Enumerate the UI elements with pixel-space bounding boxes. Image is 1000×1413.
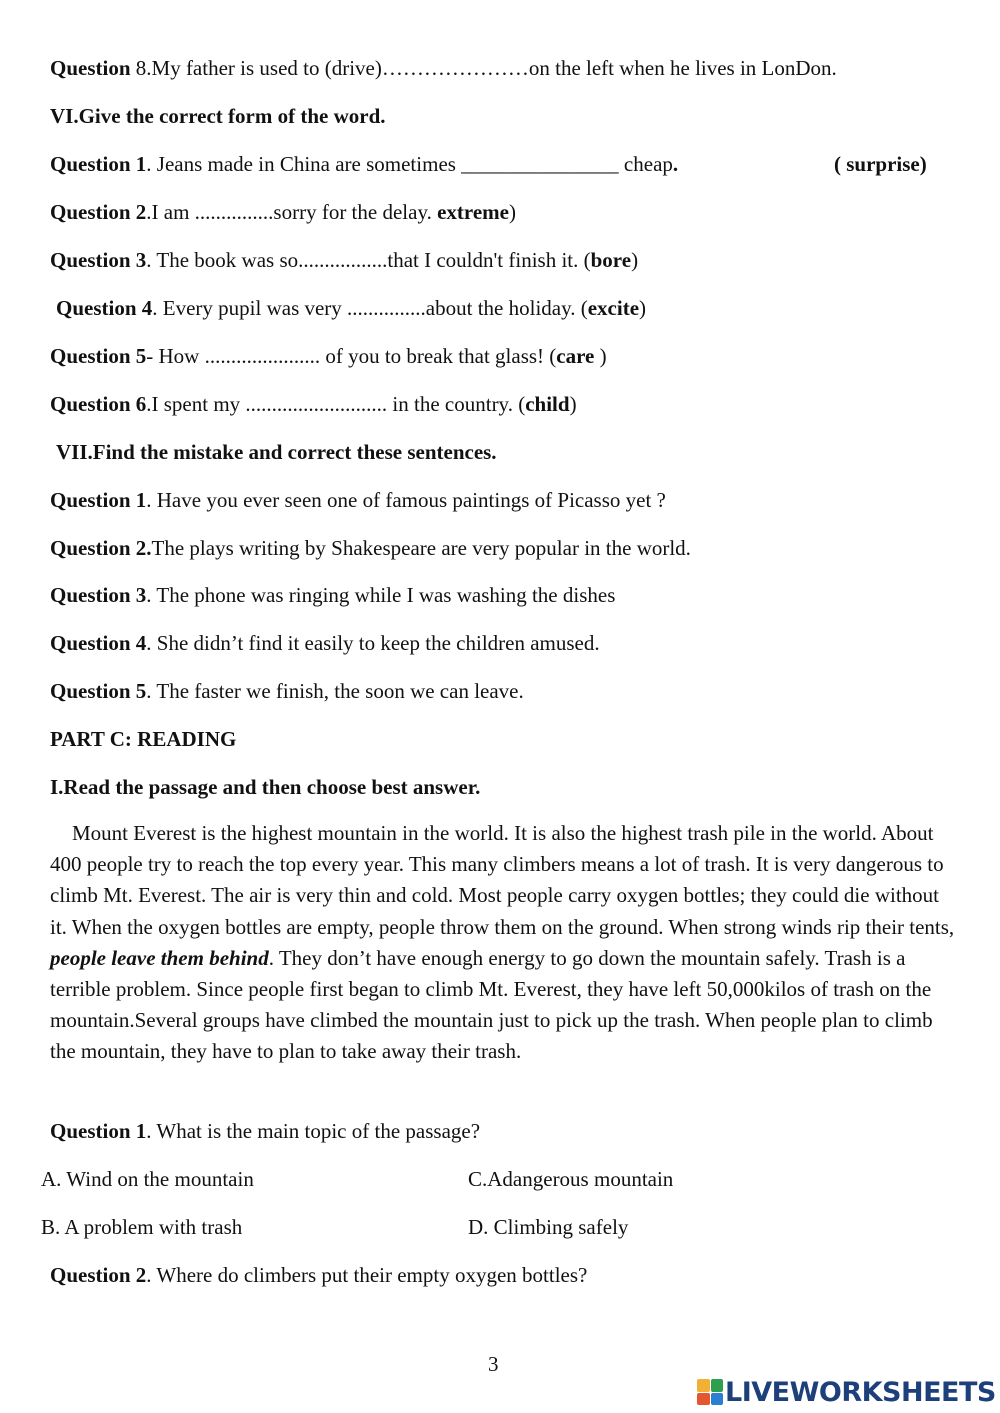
liveworksheets-logo-icon bbox=[697, 1379, 723, 1405]
section-6-question-1 bbox=[50, 151, 678, 177]
section-7-question-2 bbox=[50, 535, 691, 561]
word-hint: ( surprise) bbox=[834, 152, 927, 176]
reading-question-1 bbox=[50, 1118, 480, 1144]
question-label: Question 5 bbox=[50, 679, 147, 703]
reading-1-title bbox=[50, 774, 480, 800]
question-8-line bbox=[50, 55, 837, 81]
question-text: .I spent my ........................... in the country. ( bbox=[146, 392, 526, 416]
question-label: Question 2 bbox=[50, 1263, 147, 1287]
question-label: Question 3 bbox=[50, 583, 147, 607]
question-text: . The phone was ringing while I was washing the dishes bbox=[146, 583, 616, 607]
question-text: . Every pupil was very ...............about the holiday. ( bbox=[152, 296, 588, 320]
option-text: B. A problem with trash bbox=[41, 1215, 243, 1239]
question-label: Question 2 bbox=[50, 200, 147, 224]
question-label: Question bbox=[50, 56, 131, 80]
section-7-title bbox=[56, 439, 497, 465]
reading-passage bbox=[50, 818, 960, 1068]
option-text: A. Wind on the mountain bbox=[41, 1167, 254, 1191]
answer-option-d[interactable] bbox=[468, 1214, 628, 1240]
question-label: Question 3 bbox=[50, 248, 147, 272]
section-6-question-2 bbox=[50, 199, 516, 225]
word-hint: bore bbox=[590, 248, 632, 272]
question-text: - How ...................... of you to break that glass! ( bbox=[146, 344, 557, 368]
hint-close: ) bbox=[631, 248, 639, 272]
section-title-text: I.Read the passage and then choose best answer. bbox=[50, 775, 481, 799]
section-6-question-1-hint bbox=[834, 151, 927, 177]
question-label: Question 1 bbox=[50, 488, 147, 512]
section-7-question-1 bbox=[50, 487, 666, 513]
question-label: Question 6 bbox=[50, 392, 147, 416]
part-title-text: PART C: READING bbox=[50, 727, 237, 751]
section-7-question-5 bbox=[50, 678, 524, 704]
option-text: C.Adangerous mountain bbox=[468, 1167, 674, 1191]
question-label: Question 2. bbox=[50, 536, 152, 560]
section-7-question-3 bbox=[50, 582, 615, 608]
question-label: Question 5 bbox=[50, 344, 147, 368]
answer-option-c[interactable] bbox=[468, 1166, 673, 1192]
section-6-title bbox=[50, 103, 386, 129]
question-text: . She didn’t find it easily to keep the children amused. bbox=[146, 631, 600, 655]
hint-close: ) bbox=[508, 200, 516, 224]
answer-option-a[interactable] bbox=[41, 1166, 254, 1192]
question-text: .I am ...............sorry for the delay. bbox=[146, 200, 438, 224]
section-6-question-3 bbox=[50, 247, 638, 273]
section-title-text: VI.Give the correct form of the word. bbox=[50, 104, 386, 128]
liveworksheets-logo bbox=[697, 1377, 996, 1407]
page-number: 3 bbox=[488, 1352, 499, 1376]
section-6-question-5 bbox=[50, 343, 607, 369]
question-label: Question 4 bbox=[50, 631, 147, 655]
question-text: 8.My father is used to (drive)…………………on the left when he lives in LonDon. bbox=[130, 56, 837, 80]
question-end-dot: . bbox=[672, 152, 679, 176]
question-text: . The book was so.................that I couldn't finish it. ( bbox=[146, 248, 591, 272]
section-6-question-4 bbox=[56, 295, 646, 321]
reading-question-2 bbox=[50, 1262, 587, 1288]
logo-text: LIVEWORKSHEETS bbox=[725, 1376, 996, 1408]
section-title-text: VII.Find the mistake and correct these sentences. bbox=[56, 440, 497, 464]
logo-square-icon bbox=[711, 1393, 724, 1406]
hint-close: ) bbox=[639, 296, 647, 320]
passage-emphasis: people leave them behind bbox=[50, 945, 269, 970]
question-text: . Have you ever seen one of famous paintings of Picasso yet ? bbox=[146, 488, 666, 512]
word-hint: excite bbox=[587, 296, 640, 320]
hint-close: ) bbox=[594, 344, 607, 368]
passage-part-1: Mount Everest is the highest mountain in the world. It is also the highest trash pile in the world. About 400 people try to reach the top every year. This many climbers means a lot of trash. It is very dangerous to climb Mt. Everest. The air is very thin and cold. Most people carry oxygen bottles; they could die without it. When the oxygen bottles are empty, people throw them on the ground. When strong winds rip their tents, bbox=[50, 821, 955, 939]
question-label: Question 1 bbox=[50, 152, 147, 176]
question-text: . Jeans made in China are sometimes _______________ cheap bbox=[146, 152, 673, 176]
section-6-question-6 bbox=[50, 391, 577, 417]
question-label: Question 4 bbox=[56, 296, 153, 320]
logo-square-icon bbox=[697, 1393, 710, 1406]
word-hint: care bbox=[556, 344, 595, 368]
logo-square-icon bbox=[697, 1379, 710, 1392]
answer-option-b[interactable] bbox=[41, 1214, 242, 1240]
question-text: The plays writing by Shakespeare are very popular in the world. bbox=[151, 536, 691, 560]
question-text: . The faster we finish, the soon we can leave. bbox=[146, 679, 524, 703]
logo-square-icon bbox=[711, 1379, 724, 1392]
question-label: Question 1 bbox=[50, 1119, 147, 1143]
section-7-question-4 bbox=[50, 630, 600, 656]
part-c-title bbox=[50, 726, 236, 752]
hint-close: ) bbox=[569, 392, 577, 416]
question-text: . What is the main topic of the passage? bbox=[146, 1119, 481, 1143]
word-hint: extreme bbox=[437, 200, 509, 224]
option-text: D. Climbing safely bbox=[468, 1215, 629, 1239]
word-hint: child bbox=[525, 392, 570, 416]
passage-part-2: . They don’t have enough energy to go down the mountain safely. Trash is a terrible problem. Since people first began to climb Mt. Everest, they have left 50,000kilos of trash on the mountain.Several groups have climbed the mountain just to pick up the trash. When people plan to climb the mountain, they have to plan to take away their trash. bbox=[50, 945, 933, 1064]
question-text: . Where do climbers put their empty oxygen bottles? bbox=[146, 1263, 588, 1287]
